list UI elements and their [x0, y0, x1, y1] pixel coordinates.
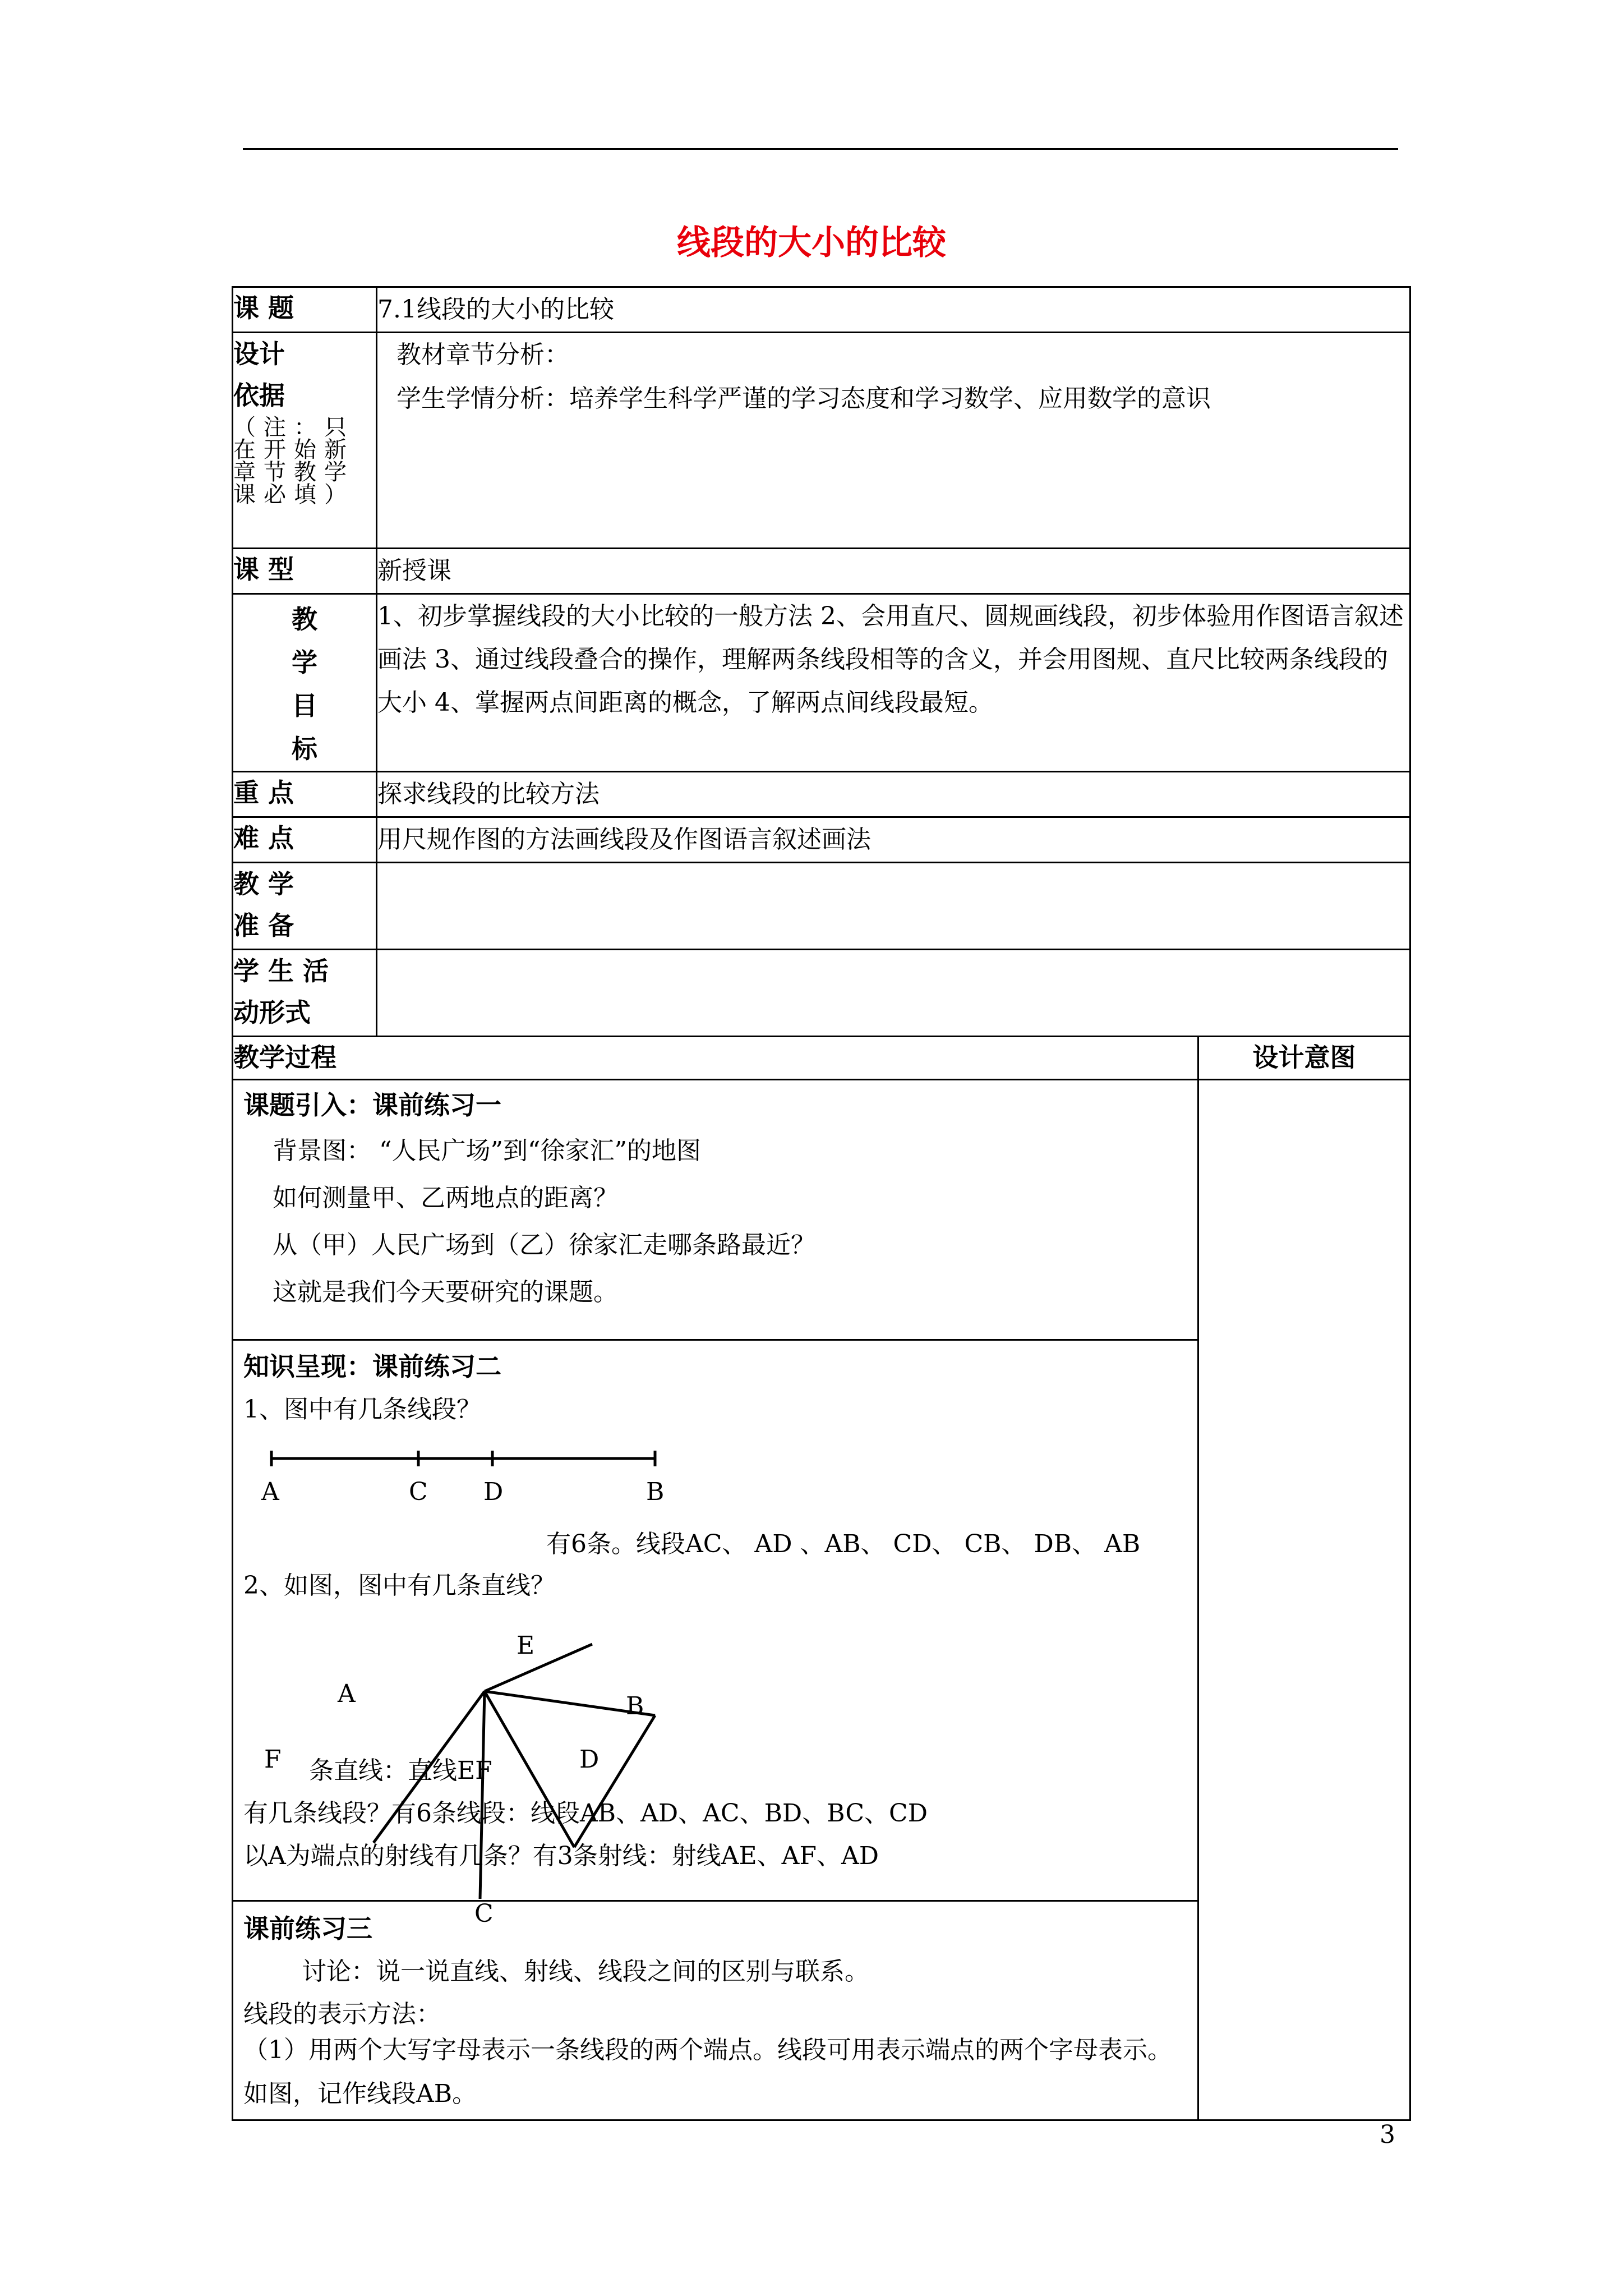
sec1-line-1: 背景图： “人民广场”到“徐家汇”的地图	[273, 1137, 701, 1165]
sec1-line-3: 从（甲）人民广场到（乙）徐家汇走哪条路最近？	[273, 1231, 815, 1259]
design-note: （注：只在开始新章节教学课必填）	[233, 415, 354, 508]
header-rule	[243, 148, 1398, 150]
goals-char-3: 目	[292, 691, 317, 721]
page-number: 3	[1380, 2120, 1395, 2149]
design-content	[377, 333, 1410, 549]
process-header-right: 设计意图	[1198, 1037, 1410, 1080]
fig-label-c: C	[474, 1899, 494, 1928]
row-key	[233, 772, 1410, 817]
activity-label-1: 学 生 活	[233, 956, 329, 986]
key-value: 探求线段的比较方法	[377, 772, 1410, 817]
page-title: 线段的大小的比较	[677, 223, 946, 263]
fig-label-b: B	[626, 1692, 644, 1720]
sec2-answer-2a: 条直线：直线EF	[309, 1756, 492, 1785]
seg-label-c: C	[409, 1478, 428, 1506]
sec3-canvas	[233, 1899, 1197, 2119]
difficulty-label: 难 点	[233, 817, 377, 863]
type-value: 新授课	[377, 549, 1410, 594]
key-label: 重 点	[233, 772, 377, 817]
sec1-lines	[243, 1122, 1187, 1316]
topic-label: 课 题	[233, 287, 377, 333]
fig-label-d: D	[579, 1745, 600, 1774]
sec2-heading: 知识呈现：课前练习二	[243, 1351, 501, 1382]
seg-label-d: D	[483, 1478, 504, 1506]
prep-label-2: 准 备	[233, 910, 294, 941]
process-header-left: 教学过程	[233, 1037, 1198, 1080]
goals-char-1: 教	[292, 604, 317, 634]
design-label-1: 设计	[233, 339, 285, 369]
row-process-header	[233, 1037, 1410, 1080]
sec3-line-3: （1）用两个大写字母表示一条线段的两个端点。线段可用表示端点的两个字母表示。如图，记作线段AB。	[243, 2036, 1172, 2108]
seg-label-a: A	[261, 1478, 279, 1506]
seg-label-b: B	[646, 1478, 665, 1506]
sec2-canvas	[233, 1341, 1197, 1900]
activity-label-cell	[233, 950, 377, 1037]
sec3-cell	[233, 1901, 1198, 2120]
row-difficulty	[233, 817, 1410, 863]
sec2-answer-2b: 有几条线段？有6条线段：线段AB、AD、AC、BD、BC、CD	[243, 1799, 928, 1828]
goals-label-cell	[233, 594, 377, 772]
row-type	[233, 549, 1410, 594]
row-activity	[233, 950, 1410, 1037]
prep-label-1: 教 学	[233, 869, 294, 899]
design-line-2: 学生学情分析：培养学生科学严谨的学习态度和学习数学、应用数学的意识	[396, 384, 1211, 413]
sec1-cell	[233, 1080, 1198, 1340]
sec2-question-1: 1、图中有几条线段？	[243, 1395, 481, 1424]
fig-label-e: E	[517, 1631, 535, 1660]
sec2-answer-2c: 以A为端点的射线有几条？有3条射线：射线AE、AF、AD	[243, 1842, 879, 1870]
difficulty-value: 用尺规作图的方法画线段及作图语言叙述画法	[377, 817, 1410, 863]
activity-label-2: 动形式	[233, 997, 311, 1028]
sec2-cell	[233, 1340, 1198, 1901]
design-intent-cell	[1198, 1080, 1410, 2120]
goals-char-4: 标	[292, 734, 317, 764]
row-design	[233, 333, 1410, 549]
goals-char-2: 学	[292, 647, 317, 678]
sec2-answer-1: 有6条。线段AC、 AD 、AB、 CD、 CB、 DB、 AB	[546, 1530, 1141, 1558]
sec1-line-2: 如何测量甲、乙两地点的距离？	[273, 1184, 618, 1212]
sec3-line-1: 讨论：说一说直线、射线、线段之间的区别与联系。	[302, 1957, 869, 1986]
design-label-2: 依据	[233, 380, 285, 411]
row-sec1	[233, 1080, 1410, 1340]
sec1-line-4: 这就是我们今天要研究的课题。	[273, 1278, 618, 1306]
sec3-heading: 课前练习三	[243, 1913, 372, 1944]
goals-value: 1、初步掌握线段的大小比较的一般方法 2、会用直尺、圆规画线段，初步体验用作图语言叙述画法 3、通过线段叠合的操作，理解两条线段相等的含义，并会用图规、直尺比较两条线段的大小 4、掌握两点间距离的概念，了解两点间线段最短。	[377, 594, 1410, 772]
sec3-line-2: 线段的表示方法：	[243, 2000, 441, 2028]
fig-label-f: F	[264, 1745, 282, 1774]
row-topic	[233, 287, 1410, 333]
fig-label-a: A	[338, 1680, 356, 1708]
prep-value	[377, 863, 1410, 950]
row-goals	[233, 594, 1410, 772]
design-label-cell	[233, 333, 377, 549]
sec1-heading: 课题引入：课前练习一	[243, 1090, 501, 1120]
line-ef-upper	[485, 1644, 592, 1691]
lesson-plan-table	[232, 286, 1411, 2121]
sec2-question-2: 2、如图，图中有几条直线？	[243, 1571, 555, 1600]
row-prep	[233, 863, 1410, 950]
activity-value	[377, 950, 1410, 1037]
type-label: 课 型	[233, 549, 377, 594]
topic-value: 7.1线段的大小的比较	[377, 287, 1410, 333]
design-line-1: 教材章节分析：	[396, 341, 569, 369]
prep-label-cell	[233, 863, 377, 950]
